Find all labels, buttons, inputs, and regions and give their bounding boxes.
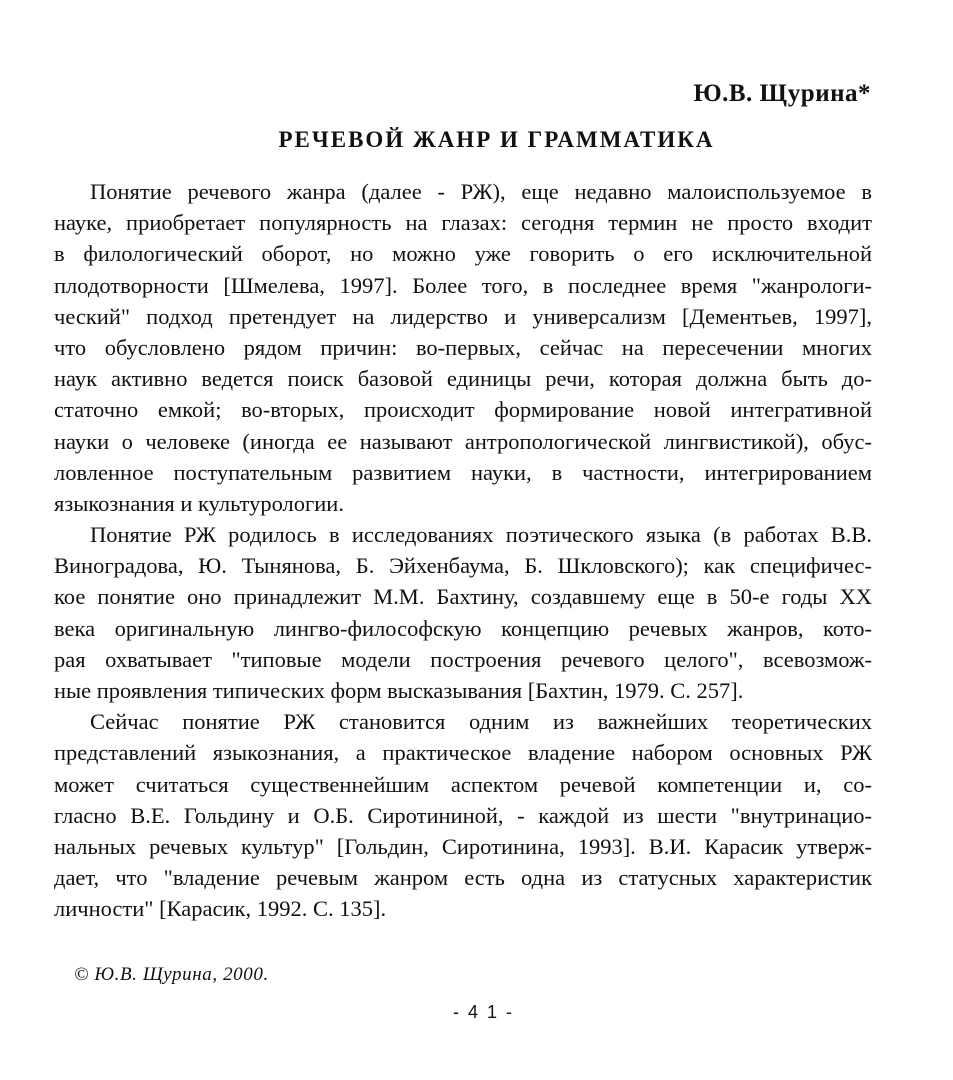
author-name: Ю.В. Щурина*	[693, 80, 871, 107]
text-line: рая охватывает "типовые модели построения речевого целого", всевозмож-	[54, 646, 872, 672]
text-line: может считаться существеннейшим аспектом речевой компетенции и, со-	[54, 771, 872, 797]
text-line: представлений языкознания, а практическое владение набором основных РЖ	[54, 740, 872, 766]
text-line: гласно В.Е. Гольдину и О.Б. Сиротининой, - каждой из шести "внутринацио-	[54, 802, 872, 828]
text-line: нальных речевых культур" [Гольдин, Сиротинина, 1993]. В.И. Карасик утверж-	[54, 833, 872, 859]
text-line: науке, приобретает популярность на глазах: сегодня термин не просто входит	[54, 210, 872, 236]
text-line: кое понятие оно принадлежит М.М. Бахтину, создавшему еще в 50-е годы XX	[54, 584, 872, 610]
text-line: языкознания и культурологии.	[54, 490, 344, 516]
text-line: в филологический оборот, но можно уже говорить о его исключительной	[54, 241, 872, 267]
text-line: Понятие речевого жанра (далее - РЖ), еще недавно малоиспользуемое в	[90, 179, 872, 204]
article-title: РЕЧЕВОЙ ЖАНР И ГРАММАТИКА	[278, 127, 715, 152]
text-line: плодотворности [Шмелева, 1997]. Более того, в последнее время "жанрологи-	[54, 272, 872, 298]
copyright-notice: © Ю.В. Щурина, 2000.	[74, 964, 269, 985]
text-line: века оригинальную лингво-философскую концепцию речевых жанров, кото-	[54, 615, 872, 641]
text-line: личности" [Карасик, 1992. С. 135].	[54, 896, 387, 922]
text-line: Сейчас понятие РЖ становится одним из важнейших теоретических	[90, 709, 872, 735]
article-body	[54, 176, 872, 925]
paragraph-1	[54, 176, 872, 519]
paragraph-3	[54, 706, 872, 924]
page-number: - 4 1 -	[452, 1002, 514, 1022]
text-line: Виноградова, Ю. Тынянова, Б. Эйхенбаума, Б. Шкловского); как специфичес-	[54, 553, 872, 579]
text-line: ческий" подход претендует на лидерство и универсализм [Дементьев, 1997],	[54, 303, 872, 329]
text-line: что обусловлено рядом причин: во-первых, сейчас на пересечении многих	[54, 334, 872, 360]
paragraph-2	[54, 519, 872, 706]
text-line: ловленное поступательным развитием науки, в частности, интегрированием	[54, 459, 872, 485]
text-line: науки о человеке (иногда ее называют антропологической лингвистикой), обус-	[54, 428, 872, 454]
text-line: ные проявления типических форм высказывания [Бахтин, 1979. С. 257].	[54, 678, 744, 703]
text-line: дает, что "владение речевым жанром есть одна из статусных характеристик	[54, 865, 872, 891]
text-line: статочно емкой; во-вторых, происходит формирование новой интегративной	[54, 397, 872, 423]
text-line: наук активно ведется поиск базовой единицы речи, которая должна быть до-	[54, 366, 872, 392]
text-line: Понятие РЖ родилось в исследованиях поэтического языка (в работах В.В.	[90, 522, 872, 548]
